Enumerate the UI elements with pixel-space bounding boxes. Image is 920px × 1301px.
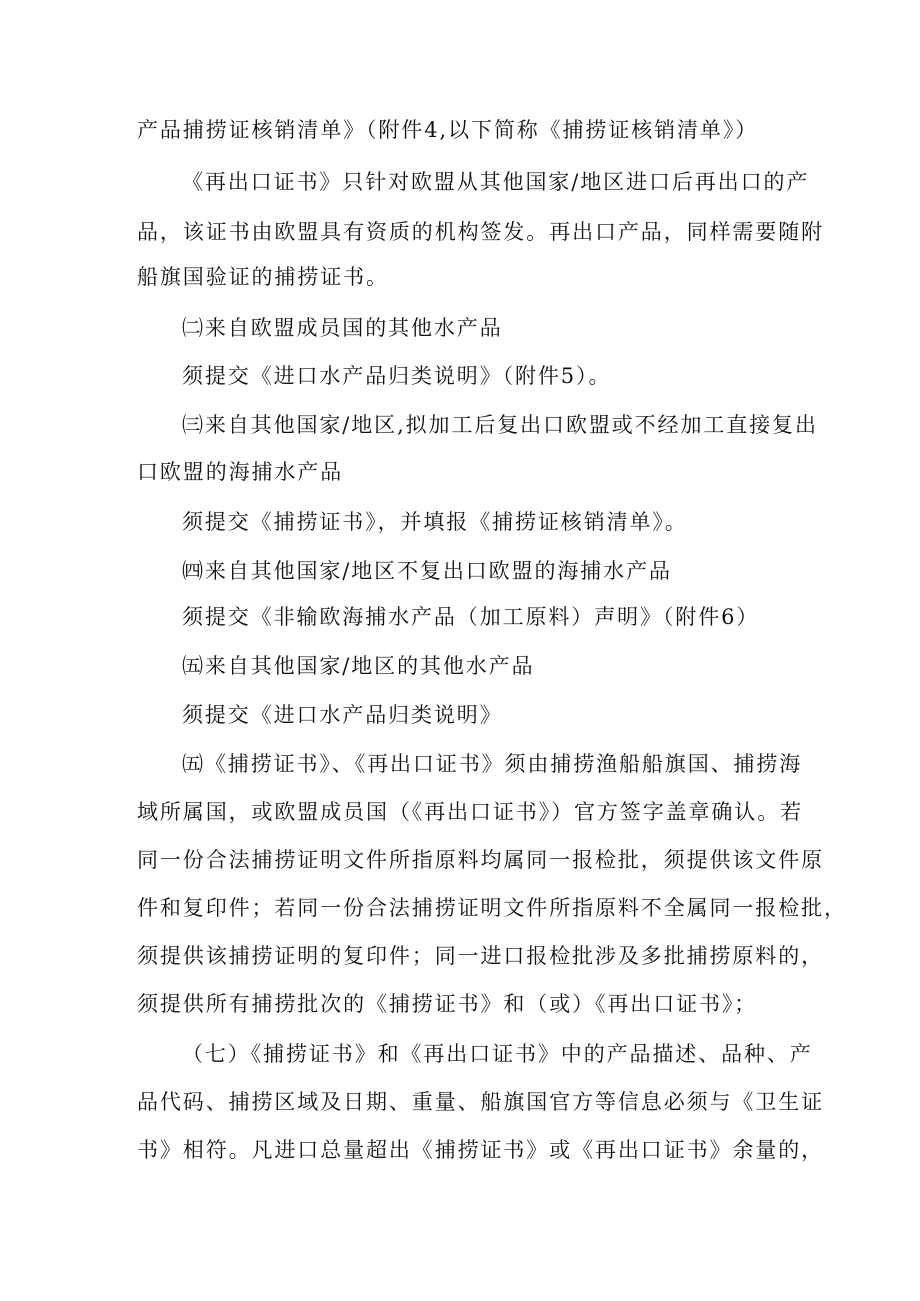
text-line: 须提交《非输欧海捕水产品（加工原料）声明》（附件6） <box>182 605 760 629</box>
text-line: 口欧盟的海捕水产品 <box>137 460 344 484</box>
text-line: （七）《捕捞证书》和《再出口证书》中的产品描述、品种、产 <box>182 1042 813 1066</box>
text-line: ㈢来自其他国家/地区,拟加工后复出口欧盟或不经加工直接复出 <box>182 413 818 437</box>
text-line: 书》相符。凡进口总量超出《捕捞证书》或《再出口证书》余量的， <box>137 1138 824 1162</box>
text-line: 须提供所有捕捞批次的《捕捞证书》和（或）《再出口证书》； <box>137 992 758 1016</box>
text-line: 品代码、捕捞区域及日期、重量、船旗国官方等信息必须与《卫生证 <box>137 1090 824 1114</box>
text-line: ㈣来自其他国家/地区不复出口欧盟的海捕水产品 <box>182 559 672 583</box>
text-line: 须提交《进口水产品归类说明》 <box>182 703 503 727</box>
text-line: 《再出口证书》只针对欧盟从其他国家/地区进口后再出口的产 <box>182 170 810 194</box>
text-line: 须提交《捕捞证书》，并填报《捕捞证核销清单》。 <box>182 510 688 534</box>
text-line: 船旗国验证的捕捞证书。 <box>137 265 389 289</box>
text-line: ㈤《捕捞证书》、《再出口证书》须由捕捞渔船船旗国、捕捞海 <box>182 752 803 776</box>
text-line: 须提交《进口水产品归类说明》（附件5）。 <box>182 364 612 388</box>
text-line: 须提供该捕捞证明的复印件；同一进口报检批涉及多批捕捞原料的， <box>137 944 824 968</box>
text-line: 件和复印件；若同一份合法捕捞证明文件所指原料不全属同一报检批， <box>137 896 847 920</box>
text-line: 域所属国，或欧盟成员国（《再出口证书》）官方签字盖章确认。若 <box>137 800 803 824</box>
text-line: ㈤来自其他国家/地区的其他水产品 <box>182 654 535 678</box>
text-line: ㈡来自欧盟成员国的其他水产品 <box>182 316 503 340</box>
text-line: 品，该证书由欧盟具有资质的机构签发。再出口产品，同样需要随附 <box>137 220 824 244</box>
text-line: 同一份合法捕捞证明文件所指原料均属同一报检批，须提供该文件原 <box>137 848 824 872</box>
text-line: 产品捕捞证核销清单》（附件4,以下简称《捕捞证核销清单》） <box>137 118 759 142</box>
